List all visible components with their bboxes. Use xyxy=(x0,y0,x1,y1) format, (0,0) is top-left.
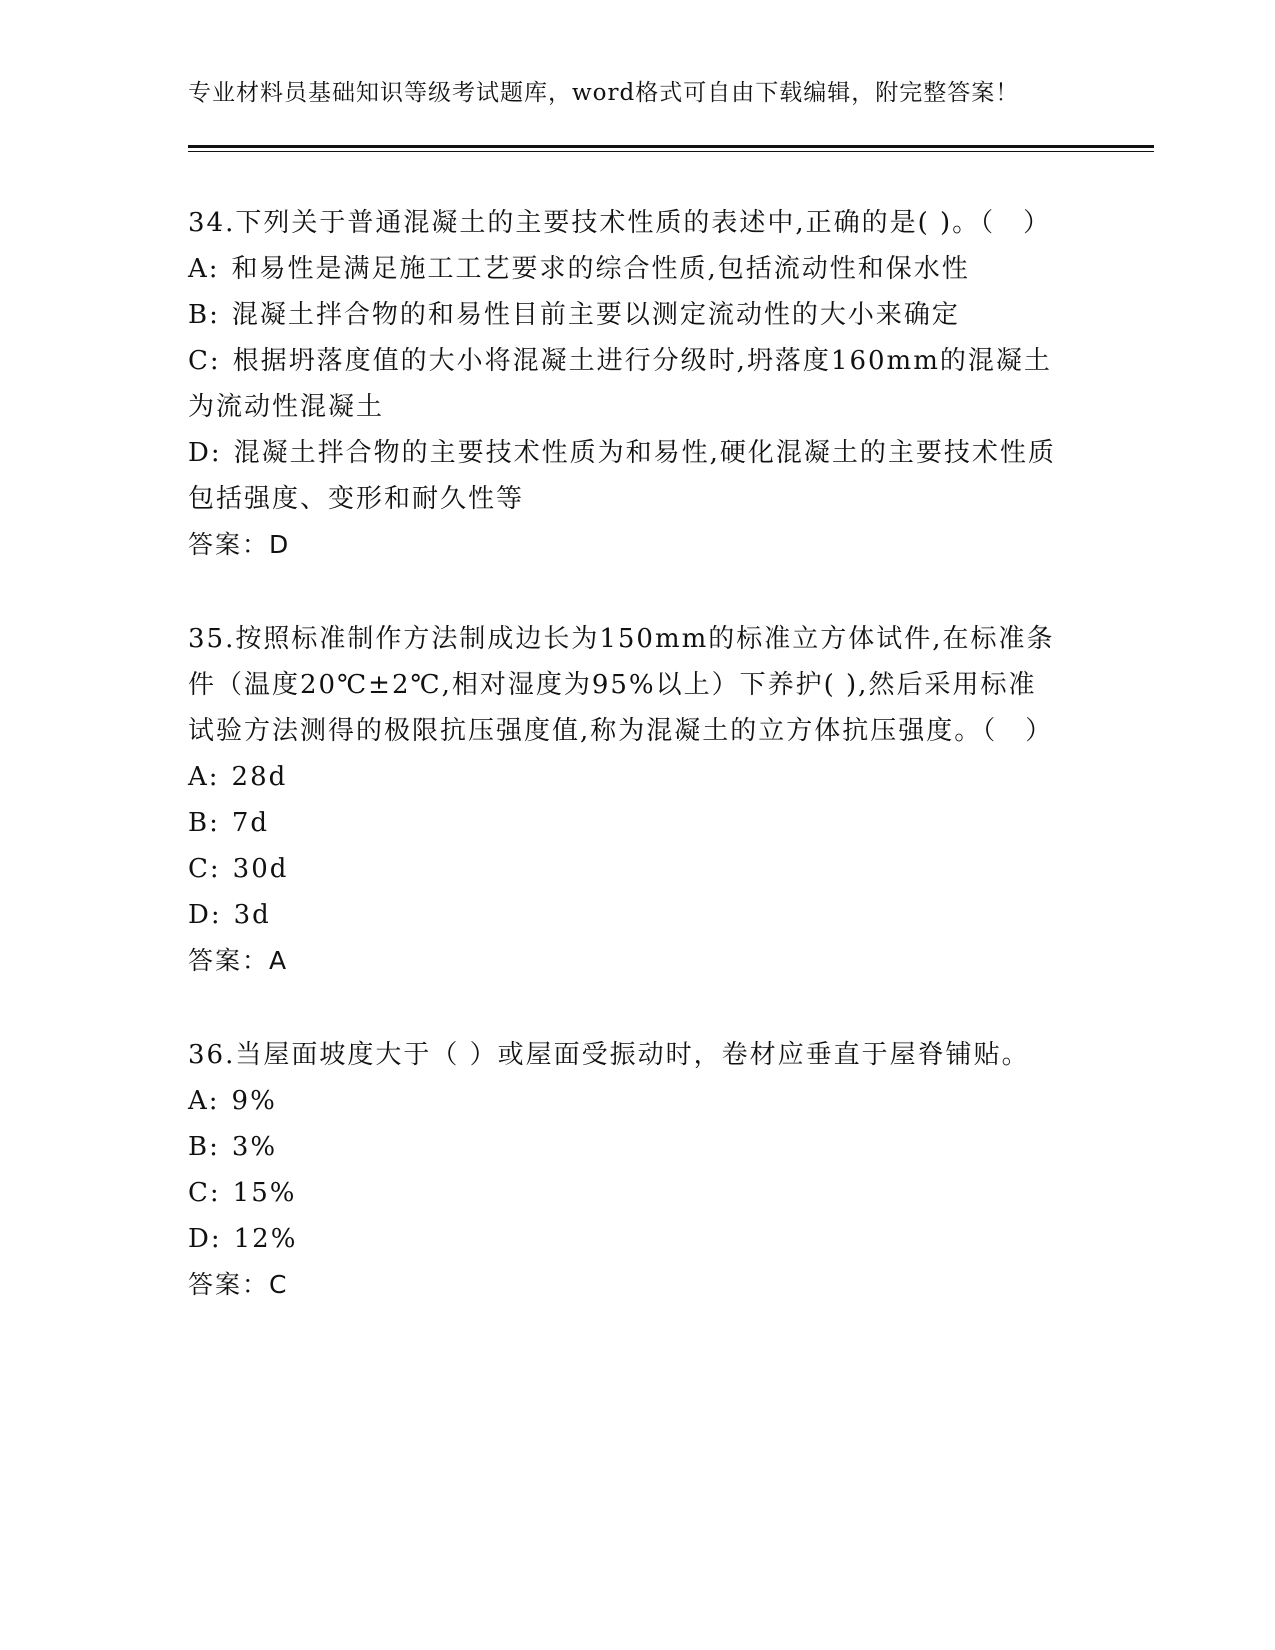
option-text: 7d xyxy=(231,808,270,838)
option-a xyxy=(188,1078,1063,1124)
option-a xyxy=(188,754,1063,800)
option-letter: D: xyxy=(188,900,222,930)
option-text: 15% xyxy=(232,1178,297,1208)
answer-line: 答案：D xyxy=(188,530,291,559)
option-letter: B: xyxy=(188,808,220,838)
option-letter: A: xyxy=(188,254,220,284)
option-d xyxy=(188,430,1063,522)
question-36 xyxy=(188,1032,1063,1308)
option-text: 混凝土拌合物的和易性目前主要以测定流动性的大小来确定 xyxy=(231,300,960,330)
option-text: 3d xyxy=(233,900,271,930)
option-letter: B: xyxy=(188,300,220,330)
option-letter: A: xyxy=(188,762,220,792)
question-35 xyxy=(188,616,1063,984)
question-list xyxy=(188,200,1063,1356)
option-d xyxy=(188,1216,1063,1262)
option-text: 12% xyxy=(233,1224,298,1254)
option-a xyxy=(188,246,1063,292)
option-text: 3% xyxy=(231,1132,278,1162)
option-letter: D: xyxy=(188,438,222,468)
question-stem: 34.下列关于普通混凝土的主要技术性质的表述中,正确的是( )。（ ） xyxy=(188,208,1052,238)
header-rule-thin xyxy=(188,151,1154,152)
option-c xyxy=(188,846,1063,892)
option-c xyxy=(188,338,1063,430)
option-b xyxy=(188,292,1063,338)
option-text: 混凝土拌合物的主要技术性质为和易性,硬化混凝土的主要技术性质包括强度、变形和耐久性等 xyxy=(188,438,1056,514)
option-b xyxy=(188,1124,1063,1170)
option-letter: D: xyxy=(188,1224,222,1254)
option-letter: A: xyxy=(188,1086,220,1116)
option-text: 和易性是满足施工工艺要求的综合性质,包括流动性和保水性 xyxy=(231,254,970,284)
page-header: 专业材料员基础知识等级考试题库，word格式可自由下载编辑，附完整答案！ xyxy=(188,80,1020,106)
question-34 xyxy=(188,200,1063,568)
question-stem: 36.当屋面坡度大于（ ）或屋面受振动时，卷材应垂直于屋脊铺贴。 xyxy=(188,1040,1030,1070)
option-letter: C: xyxy=(188,854,221,884)
answer-line: 答案：A xyxy=(188,946,289,975)
option-c xyxy=(188,1170,1063,1216)
option-text: 28d xyxy=(231,762,288,792)
option-text: 9% xyxy=(231,1086,277,1116)
answer-line: 答案：C xyxy=(188,1270,289,1299)
option-letter: B: xyxy=(188,1132,220,1162)
option-text: 根据坍落度值的大小将混凝土进行分级时,坍落度160mm的混凝土为流动性混凝土 xyxy=(188,346,1052,422)
option-b xyxy=(188,800,1063,846)
option-d xyxy=(188,892,1063,938)
option-letter: C: xyxy=(188,1178,221,1208)
option-letter: C: xyxy=(188,346,221,376)
header-rule-thick xyxy=(188,145,1154,148)
question-stem: 35.按照标准制作方法制成边长为150mm的标准立方体试件,在标准条件（温度20℃±2℃,相对湿度为95%以上）下养护( ),然后采用标准试验方法测得的极限抗压强度值,称为混凝土的立方体抗压强度。（ ） xyxy=(188,624,1055,746)
option-text: 30d xyxy=(232,854,289,884)
